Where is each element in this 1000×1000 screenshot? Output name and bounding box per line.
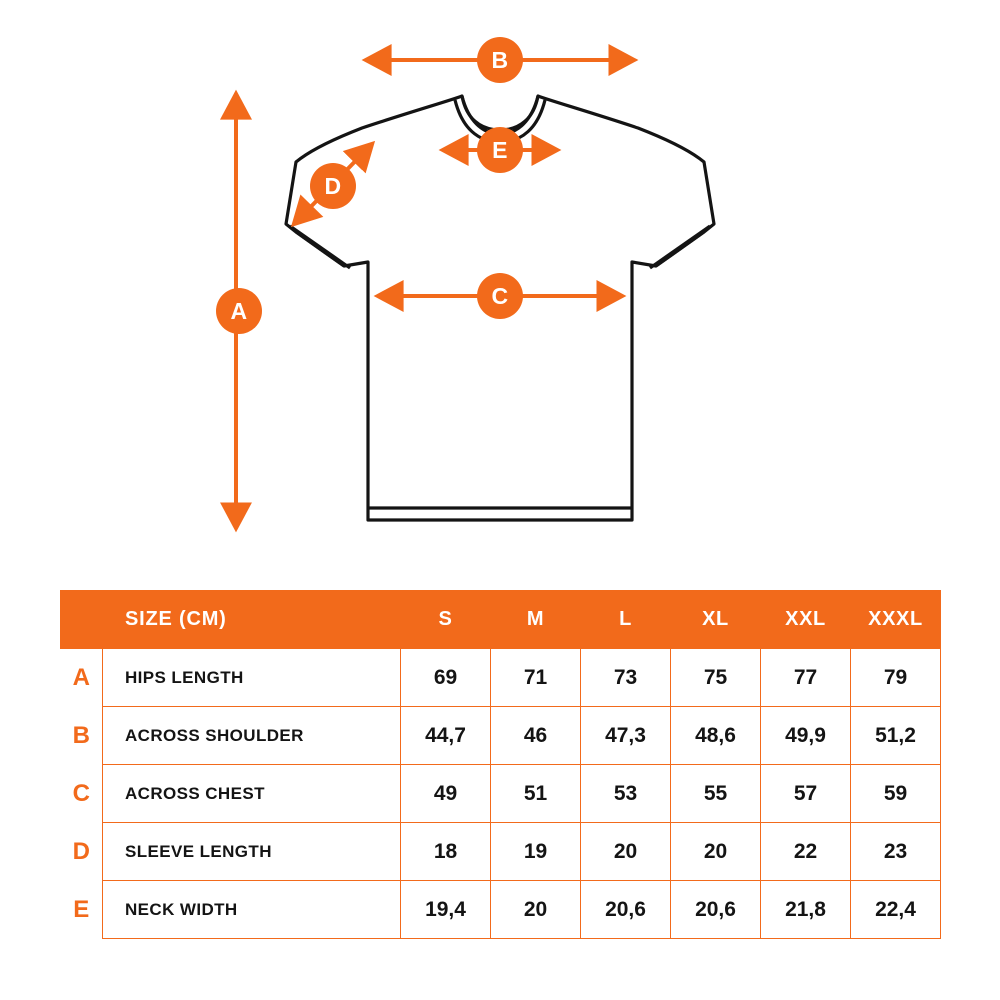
marker-e xyxy=(477,127,523,173)
row-name-c: ACROSS CHEST xyxy=(103,765,401,823)
row-name-d: SLEEVE LENGTH xyxy=(103,823,401,881)
marker-a-label: A xyxy=(230,297,248,324)
header-size-xxxl: XXXL xyxy=(851,591,941,649)
header-size-m: M xyxy=(491,591,581,649)
row-d-value-xxxl: 23 xyxy=(851,823,941,881)
row-a-value-s: 69 xyxy=(401,649,491,707)
row-d-value-m: 19 xyxy=(491,823,581,881)
table-row xyxy=(61,765,941,823)
row-a-value-xxl: 77 xyxy=(761,649,851,707)
table-row xyxy=(61,881,941,939)
row-e-value-xl: 20,6 xyxy=(671,881,761,939)
row-d-value-xl: 20 xyxy=(671,823,761,881)
row-name-e: NECK WIDTH xyxy=(103,881,401,939)
row-c-value-xxl: 57 xyxy=(761,765,851,823)
header-size-l: L xyxy=(581,591,671,649)
marker-c xyxy=(477,273,523,319)
row-c-value-l: 53 xyxy=(581,765,671,823)
row-d-value-s: 18 xyxy=(401,823,491,881)
row-e-value-m: 20 xyxy=(491,881,581,939)
marker-d xyxy=(310,163,356,209)
row-e-value-xxxl: 22,4 xyxy=(851,881,941,939)
row-name-a: HIPS LENGTH xyxy=(103,649,401,707)
row-key-e: E xyxy=(73,895,90,923)
row-key-b: B xyxy=(72,721,90,749)
row-key-d: D xyxy=(72,837,90,865)
size-table xyxy=(60,590,941,939)
row-key-a: A xyxy=(72,663,90,691)
marker-a xyxy=(216,288,262,334)
table-row xyxy=(61,707,941,765)
row-c-value-xl: 55 xyxy=(671,765,761,823)
row-e-value-l: 20,6 xyxy=(581,881,671,939)
row-a-value-m: 71 xyxy=(491,649,581,707)
row-d-value-l: 20 xyxy=(581,823,671,881)
header-size-xxl: XXL xyxy=(761,591,851,649)
row-c-value-s: 49 xyxy=(401,765,491,823)
table-header-row xyxy=(61,591,941,649)
row-key-c: C xyxy=(72,779,90,807)
size-table-body xyxy=(61,649,941,939)
header-size-s: S xyxy=(401,591,491,649)
marker-e-label: E xyxy=(492,136,508,163)
header-size-xl: XL xyxy=(671,591,761,649)
row-b-value-xxxl: 51,2 xyxy=(851,707,941,765)
row-b-value-xl: 48,6 xyxy=(671,707,761,765)
table-row xyxy=(61,823,941,881)
size-table-wrapper xyxy=(60,590,940,939)
row-b-value-m: 46 xyxy=(491,707,581,765)
row-c-value-m: 51 xyxy=(491,765,581,823)
marker-b xyxy=(477,37,523,83)
row-a-value-l: 73 xyxy=(581,649,671,707)
table-row xyxy=(61,649,941,707)
row-e-value-s: 19,4 xyxy=(401,881,491,939)
row-c-value-xxxl: 59 xyxy=(851,765,941,823)
row-a-value-xl: 75 xyxy=(671,649,761,707)
row-b-value-s: 44,7 xyxy=(401,707,491,765)
marker-d-label: D xyxy=(324,172,342,199)
row-b-value-l: 47,3 xyxy=(581,707,671,765)
size-table-head xyxy=(61,591,941,649)
marker-c-label: C xyxy=(491,282,509,309)
row-name-b: ACROSS SHOULDER xyxy=(103,707,401,765)
row-d-value-xxl: 22 xyxy=(761,823,851,881)
row-e-value-xxl: 21,8 xyxy=(761,881,851,939)
header-key-cell xyxy=(61,591,103,649)
row-b-value-xxl: 49,9 xyxy=(761,707,851,765)
header-size-label: SIZE (CM) xyxy=(103,591,401,649)
marker-b-label: B xyxy=(491,46,509,73)
row-a-value-xxxl: 79 xyxy=(851,649,941,707)
